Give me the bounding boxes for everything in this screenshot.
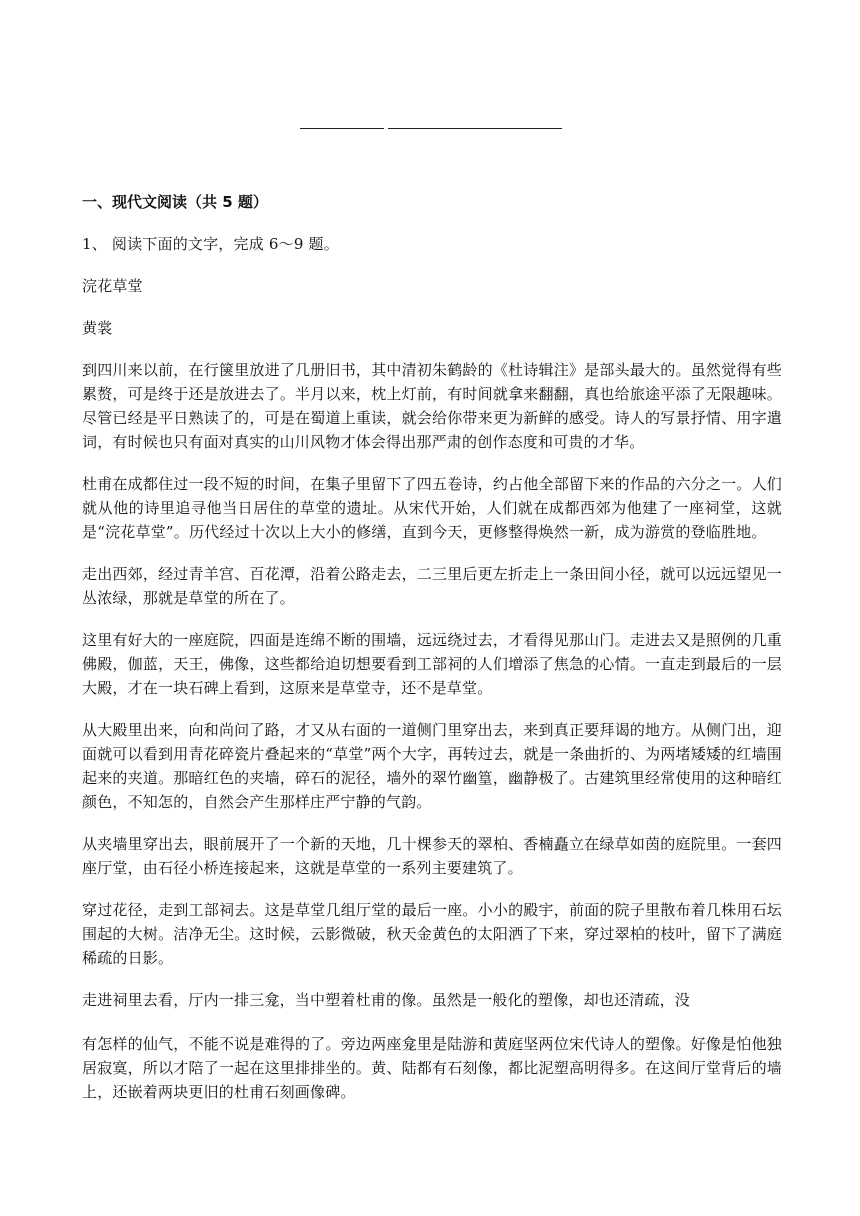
article-paragraph: 走出西郊，经过青羊宫、百花潭，沿着公路走去，二三里后更左折走上一条田间小径，就可以远远望见一丛浓绿，那就是草堂的所在了。 <box>82 565 782 607</box>
article-paragraph: 从大殿里出来，向和尚问了路，才又从右面的一道侧门里穿出去，来到真正要拜谒的地方。从侧门出，迎面就可以看到用青花碎瓷片叠起来的“草堂”两个大字，再转过去，就是一条曲折的、为两堵矮矮的红墙围起来的夹道。那暗红色的夹墙，碎石的泥径，墙外的翠竹幽篁，幽静极了。古建筑里经常使用的这种暗红颜色，不知怎的，自然会产生那样庄严宁静的气韵。 <box>82 721 782 811</box>
article-paragraph: 走进祠里去看，厅内一排三龛，当中塑着杜甫的像。虽然是一般化的塑像，却也还清疏，没 <box>82 991 691 1009</box>
article-title: 浣花草堂 <box>82 277 143 295</box>
section-title: 一、现代文阅读（共 5 题） <box>82 193 268 211</box>
article-paragraph: 到四川来以前，在行箧里放进了几册旧书，其中清初朱鹤龄的《杜诗辑注》是部头最大的。虽然觉得有些累赘，可是终于还是放进去了。半月以来，枕上灯前，有时间就拿来翻翻，真也给旅途平添了无限趣味。尽管已经是平日熟读了的，可是在蜀道上重读，就会给你带来更为新鲜的感受。诗人的写景抒情、用字遣词，有时候也只有面对真实的山川风物才体会得出那严肃的创作态度和可贵的才华。 <box>82 361 782 451</box>
article-paragraph: 这里有好大的一座庭院，四面是连绵不断的围墙，远远绕过去，才看得见那山门。走进去又是照例的几重佛殿，伽蓝，天王，佛像，这些都给迫切想要看到工部祠的人们增添了焦急的心情。一直走到最后的一层大殿，才在一块石碑上看到，这原来是草堂寺，还不是草堂。 <box>82 631 782 697</box>
article-paragraph: 穿过花径，走到工部祠去。这是草堂几组厅堂的最后一座。小小的殿宇，前面的院子里散布着几株用石坛围起的大树。洁净无尘。这时候，云影微破，秋天金黄色的太阳洒了下来，穿过翠柏的枝叶，留下了满庭稀疏的日影。 <box>82 901 782 967</box>
header-underline <box>300 128 562 130</box>
underline-short <box>300 128 384 129</box>
question-prompt: 1、 阅读下面的文字，完成 6～9 题。 <box>82 235 339 253</box>
article-paragraph: 有怎样的仙气，不能不说是难得的了。旁边两座龛里是陆游和黄庭坚两位宋代诗人的塑像。好像是怕他独居寂寞，所以才陪了一起在这里排排坐的。黄、陆都有石刻像，都比泥塑高明得多。在这间厅堂背后的墙上，还嵌着两块更旧的杜甫石刻画像碑。 <box>82 1035 782 1101</box>
article-paragraph: 杜甫在成都住过一段不短的时间，在集子里留下了四五卷诗，约占他全部留下来的作品的六分之一。人们就从他的诗里追寻他当日居住的草堂的遗址。从宋代开始，人们就在成都西郊为他建了一座祠堂，这就是“浣花草堂”。历代经过十次以上大小的修缮，直到今天，更修整得焕然一新，成为游赏的登临胜地。 <box>82 475 782 541</box>
underline-long <box>388 128 562 129</box>
article-paragraph: 从夹墙里穿出去，眼前展开了一个新的天地，几十棵参天的翠柏、香楠矗立在绿草如茵的庭院里。一套四座厅堂，由石径小桥连接起来，这就是草堂的一系列主要建筑了。 <box>82 835 782 877</box>
article-author: 黄裳 <box>82 319 113 337</box>
document-content <box>82 190 782 1122</box>
